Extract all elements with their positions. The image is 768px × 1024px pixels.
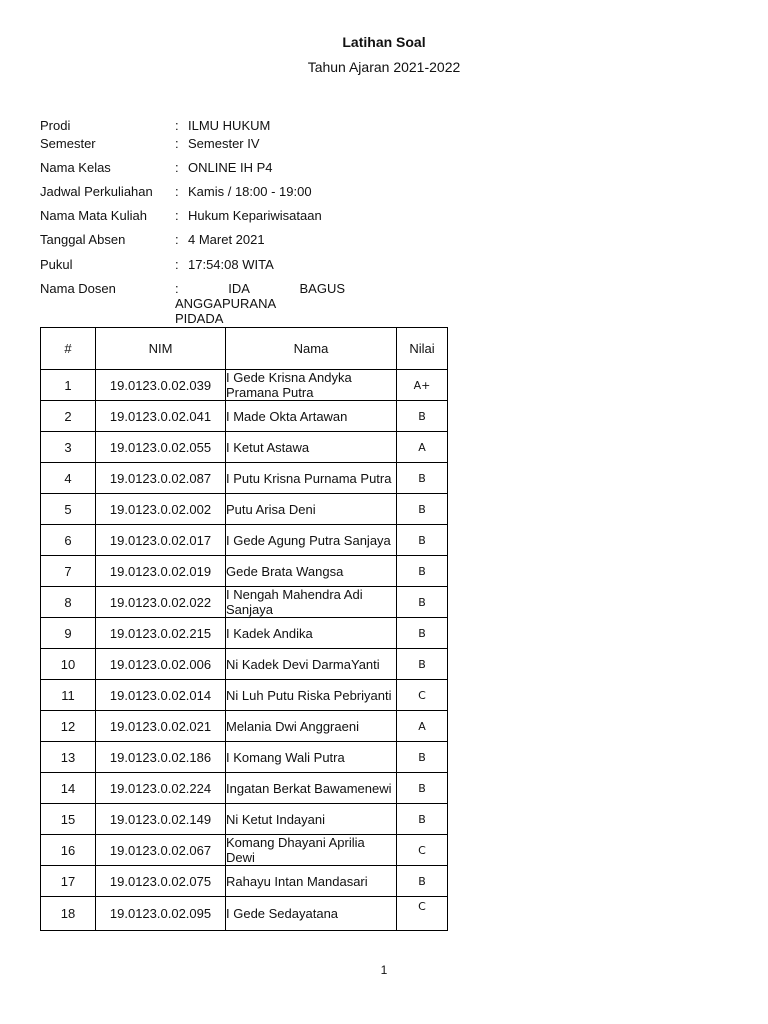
table-row: [41, 742, 448, 773]
table-row: [41, 556, 448, 587]
cell-no: 11: [41, 680, 96, 711]
table-row: [41, 711, 448, 742]
table-row: [41, 773, 448, 804]
cell-nim: 19.0123.0.02.095: [96, 897, 226, 931]
grades-table: [40, 327, 448, 931]
cell-no: 8: [41, 587, 96, 618]
cell-nama: I Gede Krisna Andyka Pramana Putra: [226, 370, 397, 401]
cell-nama: I Gede Agung Putra Sanjaya: [226, 525, 397, 556]
cell-nama: Ni Kadek Devi DarmaYanti: [226, 649, 397, 680]
info-colon: :: [175, 257, 179, 272]
cell-no: 16: [41, 835, 96, 866]
page-number: 1: [380, 963, 388, 977]
dosen-line-1: [175, 281, 345, 296]
cell-nama: Putu Arisa Deni: [226, 494, 397, 525]
cell-no: 10: [41, 649, 96, 680]
cell-nim: 19.0123.0.02.041: [96, 401, 226, 432]
cell-nama: I Made Okta Artawan: [226, 401, 397, 432]
cell-no: 3: [41, 432, 96, 463]
info-colon: :: [175, 232, 179, 247]
cell-no: 9: [41, 618, 96, 649]
cell-nim: 19.0123.0.02.215: [96, 618, 226, 649]
cell-nim: 19.0123.0.02.019: [96, 556, 226, 587]
cell-nim: 19.0123.0.02.039: [96, 370, 226, 401]
table-row: [41, 370, 448, 401]
cell-nama: I Komang Wali Putra: [226, 742, 397, 773]
info-colon: :: [175, 160, 179, 175]
cell-nilai: C: [397, 680, 448, 711]
dosen-name-part: PIDADA: [175, 311, 224, 326]
cell-no: 13: [41, 742, 96, 773]
header-nilai: Nilai: [397, 328, 448, 370]
cell-nilai: B: [397, 525, 448, 556]
table-row: [41, 897, 448, 931]
info-label: Prodi: [40, 118, 71, 133]
info-label: Tanggal Absen: [40, 232, 126, 247]
cell-no: 5: [41, 494, 96, 525]
cell-nim: 19.0123.0.02.055: [96, 432, 226, 463]
table-row: [41, 525, 448, 556]
info-value: 17:54:08 WITA: [188, 257, 274, 272]
cell-nilai: B: [397, 804, 448, 835]
header-no: #: [41, 328, 96, 370]
academic-year: Tahun Ajaran 2021-2022: [307, 59, 461, 75]
cell-nim: 19.0123.0.02.014: [96, 680, 226, 711]
cell-no: 6: [41, 525, 96, 556]
table-row: [41, 432, 448, 463]
cell-nilai: C: [397, 835, 448, 866]
cell-nim: 19.0123.0.02.017: [96, 525, 226, 556]
info-value: Semester IV: [188, 136, 260, 151]
cell-nilai: B: [397, 463, 448, 494]
dosen-value: [175, 281, 345, 326]
info-colon: :: [175, 136, 179, 151]
info-label: Semester: [40, 136, 96, 151]
cell-nilai: B: [397, 401, 448, 432]
cell-nama: I Putu Krisna Purnama Putra: [226, 463, 397, 494]
info-value: Hukum Kepariwisataan: [188, 208, 322, 223]
table-row: [41, 649, 448, 680]
document-title: Latihan Soal: [342, 34, 426, 50]
info-value: 4 Maret 2021: [188, 232, 265, 247]
cell-nama: Komang Dhayani Aprilia Dewi: [226, 835, 397, 866]
info-value: ONLINE IH P4: [188, 160, 273, 175]
cell-no: 4: [41, 463, 96, 494]
cell-nilai: A+: [397, 370, 448, 401]
cell-nim: 19.0123.0.02.021: [96, 711, 226, 742]
cell-nilai: B: [397, 556, 448, 587]
table-row: [41, 587, 448, 618]
info-label: Nama Mata Kuliah: [40, 208, 147, 223]
cell-nama: Ni Ketut Indayani: [226, 804, 397, 835]
cell-nilai: B: [397, 494, 448, 525]
cell-nim: 19.0123.0.02.067: [96, 835, 226, 866]
cell-nama: I Gede Sedayatana: [226, 897, 397, 931]
dosen-name-part: IDA: [228, 281, 250, 296]
table-row: [41, 835, 448, 866]
info-value: Kamis / 18:00 - 19:00: [188, 184, 312, 199]
cell-nim: 19.0123.0.02.002: [96, 494, 226, 525]
info-label: Pukul: [40, 257, 73, 272]
table-header-row: [41, 328, 448, 370]
info-label: Nama Kelas: [40, 160, 111, 175]
cell-nilai: B: [397, 742, 448, 773]
cell-nim: 19.0123.0.02.087: [96, 463, 226, 494]
cell-nilai: A: [397, 432, 448, 463]
cell-no: 14: [41, 773, 96, 804]
table-row: [41, 866, 448, 897]
info-colon: :: [175, 184, 179, 199]
header-nama: Nama: [226, 328, 397, 370]
cell-nama: I Nengah Mahendra Adi Sanjaya: [226, 587, 397, 618]
info-label: Nama Dosen: [40, 281, 116, 296]
cell-nama: Ingatan Berkat Bawamenewi: [226, 773, 397, 804]
info-colon: :: [175, 208, 179, 223]
table-row: [41, 463, 448, 494]
cell-nim: 19.0123.0.02.075: [96, 866, 226, 897]
cell-no: 15: [41, 804, 96, 835]
table-row: [41, 804, 448, 835]
cell-nilai: B: [397, 618, 448, 649]
cell-nilai: B: [397, 587, 448, 618]
header-nim: NIM: [96, 328, 226, 370]
info-colon: :: [175, 118, 179, 133]
cell-nama: I Kadek Andika: [226, 618, 397, 649]
cell-no: 12: [41, 711, 96, 742]
table-row: [41, 618, 448, 649]
cell-nim: 19.0123.0.02.022: [96, 587, 226, 618]
table-row: [41, 401, 448, 432]
cell-nama: Gede Brata Wangsa: [226, 556, 397, 587]
cell-nilai: A: [397, 711, 448, 742]
info-colon: :: [175, 281, 179, 296]
cell-no: 2: [41, 401, 96, 432]
cell-nim: 19.0123.0.02.006: [96, 649, 226, 680]
cell-nim: 19.0123.0.02.186: [96, 742, 226, 773]
table-row: [41, 494, 448, 525]
cell-nim: 19.0123.0.02.149: [96, 804, 226, 835]
cell-nama: I Ketut Astawa: [226, 432, 397, 463]
cell-no: 17: [41, 866, 96, 897]
cell-nama: Rahayu Intan Mandasari: [226, 866, 397, 897]
cell-nilai: B: [397, 773, 448, 804]
cell-nama: Melania Dwi Anggraeni: [226, 711, 397, 742]
cell-nilai: B: [397, 866, 448, 897]
table-row: [41, 680, 448, 711]
dosen-name-part: BAGUS: [299, 281, 345, 296]
info-value: ILMU HUKUM: [188, 118, 271, 133]
cell-nim: 19.0123.0.02.224: [96, 773, 226, 804]
info-label: Jadwal Perkuliahan: [40, 184, 153, 199]
cell-nilai: B: [397, 649, 448, 680]
cell-nilai: C: [397, 897, 448, 931]
cell-no: 7: [41, 556, 96, 587]
cell-no: 1: [41, 370, 96, 401]
cell-nama: Ni Luh Putu Riska Pebriyanti: [226, 680, 397, 711]
cell-no: 18: [41, 897, 96, 931]
dosen-name-part: ANGGAPURANA: [175, 296, 277, 311]
